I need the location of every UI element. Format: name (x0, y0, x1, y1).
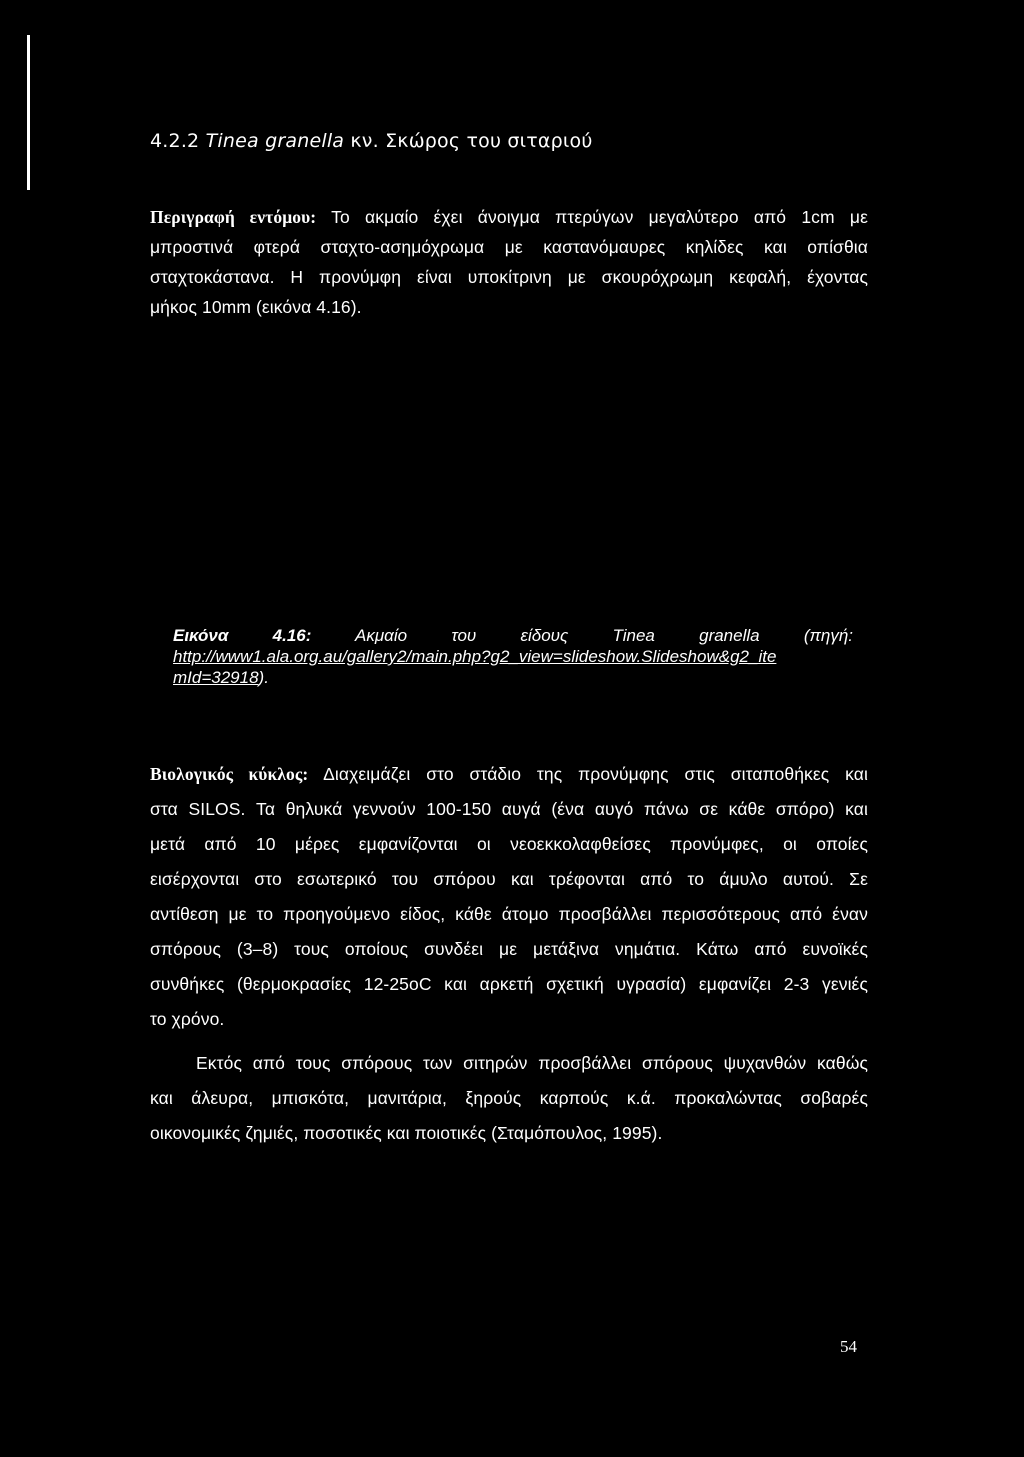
damage-paragraph (150, 1046, 868, 1151)
life-cycle-line: το χρόνο. (150, 1009, 225, 1029)
life-cycle-label: Βιολογικός κύκλος: (150, 764, 309, 784)
life-cycle-line: μετά από 10 μέρες εμφανίζονται οι νεοεκκολαφθείσες προνύμφες, οι οποίες (150, 834, 868, 854)
section-title: κν. Σκώρος του σιταριού (344, 130, 593, 152)
figure-label: Εικόνα 4.16: (173, 626, 312, 645)
source-link[interactable]: http://www1.ala.org.au/gallery2/main.php?g2_view=slideshow.Slideshow&g2_ite (173, 647, 777, 666)
caption-text: Ακμαίο του είδους Tinea granella (πηγή: (311, 626, 853, 645)
description-line: μπροστινά φτερά σταχτο-ασημόχρωμα με καστανόμαυρες κηλίδες και οπίσθια (150, 237, 868, 257)
damage-line: οικονομικές ζημιές, ποσοτικές και ποιοτικές (Σταμόπουλος, 1995). (150, 1123, 663, 1143)
life-cycle-line: συνθήκες (θερμοκρασίες 12-25oC και αρκετή σχετική υγρασία) εμφανίζει 2-3 γενιές (150, 974, 868, 994)
caption-closing: ). (258, 668, 269, 687)
damage-line: Εκτός από τους σπόρους των σιτηρών προσβάλλει σπόρους ψυχανθών καθώς (196, 1053, 868, 1073)
figure-caption (173, 625, 853, 688)
life-cycle-line: σπόρους (3–8) τους οποίους συνδέει με μετάξινα νημάτια. Κάτω από ευνοϊκές (150, 939, 868, 959)
life-cycle-line: στα SILOS. Τα θηλυκά γεννούν 100-150 αυγά (ένα αυγό πάνω σε κάθε σπόρο) και (150, 799, 868, 819)
species-name: Tinea granella (205, 130, 345, 152)
description-line: σταχτοκάστανα. Η προνύμφη είναι υποκίτρινη με σκουρόχρωμη κεφαλή, έχοντας (150, 267, 868, 287)
section-number: 4.2.2 (150, 130, 200, 152)
section-heading (150, 130, 593, 152)
damage-line: και άλευρα, μπισκότα, μανιτάρια, ξηρούς καρπούς κ.ά. προκαλώντας σοβαρές (150, 1088, 868, 1108)
description-paragraph (150, 202, 868, 322)
source-link-continued[interactable]: mId=32918 (173, 668, 259, 687)
margin-bar (27, 35, 30, 190)
life-cycle-paragraph (150, 757, 868, 1037)
description-line: Το ακμαίο έχει άνοιγμα πτερύγων μεγαλύτερο από 1cm με (316, 207, 868, 227)
page-number: 54 (840, 1337, 857, 1356)
description-label: Περιγραφή εντόμου: (150, 207, 317, 227)
life-cycle-line: Διαχειμάζει στο στάδιο της προνύμφης στις σιταποθήκες και (308, 764, 868, 784)
description-line: μήκος 10mm (εικόνα 4.16). (150, 297, 362, 317)
life-cycle-line: αντίθεση με το προηγούμενο είδος, κάθε άτομο προσβάλλει περισσότερους από έναν (150, 904, 868, 924)
life-cycle-line: εισέρχονται στο εσωτερικό του σπόρου και τρέφονται από το άμυλο αυτού. Σε (150, 869, 868, 889)
